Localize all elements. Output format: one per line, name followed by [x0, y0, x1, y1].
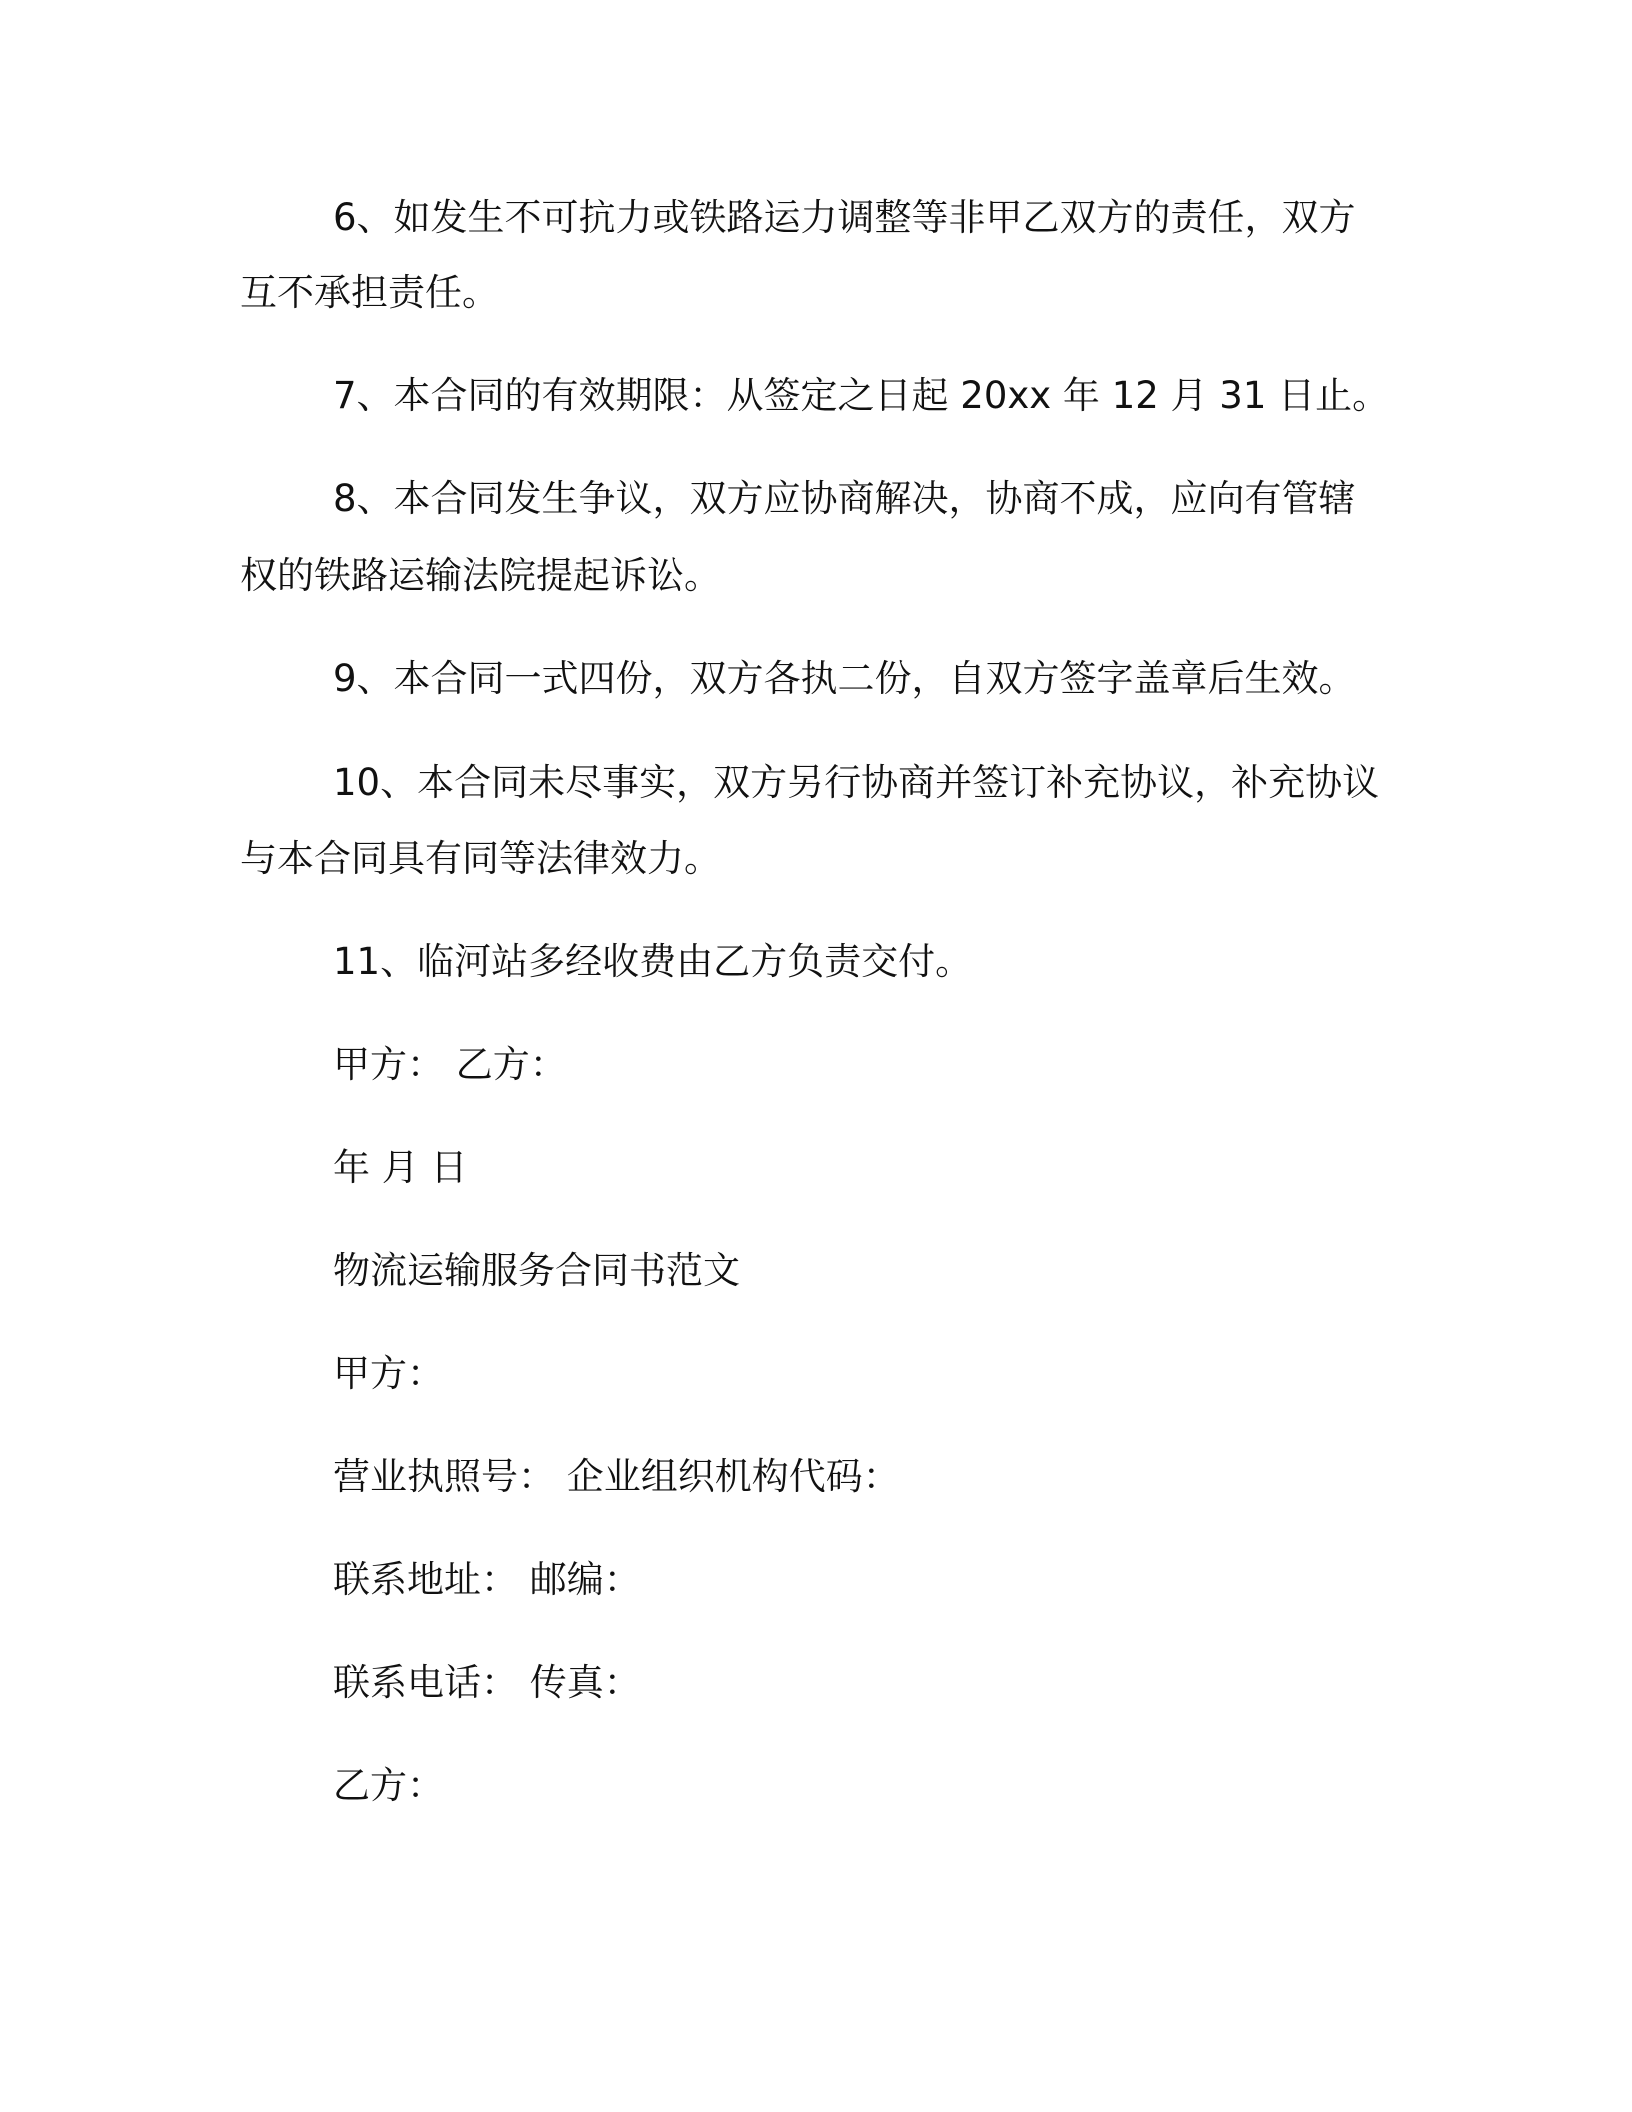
clause-10-line-2: 与本合同具有同等法律效力。 [240, 837, 721, 880]
clause-7: 7、本合同的有效期限：从签定之日起 20xx 年 12 月 31 日止。 [333, 374, 1390, 417]
clause-9: 9、本合同一式四份，双方各执二份，自双方签字盖章后生效。 [333, 657, 1356, 700]
clause-8-line-2: 权的铁路运输法院提起诉讼。 [240, 554, 721, 597]
signature-date: 年 月 日 [333, 1146, 468, 1189]
clause-11: 11、临河站多经收费由乙方负责交付。 [333, 940, 973, 983]
business-license-line: 营业执照号： 企业组织机构代码： [333, 1455, 900, 1498]
contract-title: 物流运输服务合同书范文 [333, 1249, 740, 1292]
clause-6-line-1: 6、如发生不可抗力或铁路运力调整等非甲乙双方的责任，双方 [333, 196, 1356, 239]
clause-8-line-1: 8、本合同发生争议，双方应协商解决，协商不成，应向有管辖 [333, 477, 1356, 520]
contact-address-line: 联系地址： 邮编： [333, 1558, 641, 1601]
contact-phone-line: 联系电话： 传真： [333, 1661, 641, 1704]
party-a-label: 甲方： [333, 1352, 444, 1395]
signature-parties: 甲方： 乙方： [333, 1043, 567, 1086]
clause-10-line-1: 10、本合同未尽事实，双方另行协商并签订补充协议，补充协议 [333, 761, 1380, 804]
clause-6-line-2: 互不承担责任。 [240, 271, 499, 314]
party-b-label: 乙方： [333, 1764, 444, 1807]
